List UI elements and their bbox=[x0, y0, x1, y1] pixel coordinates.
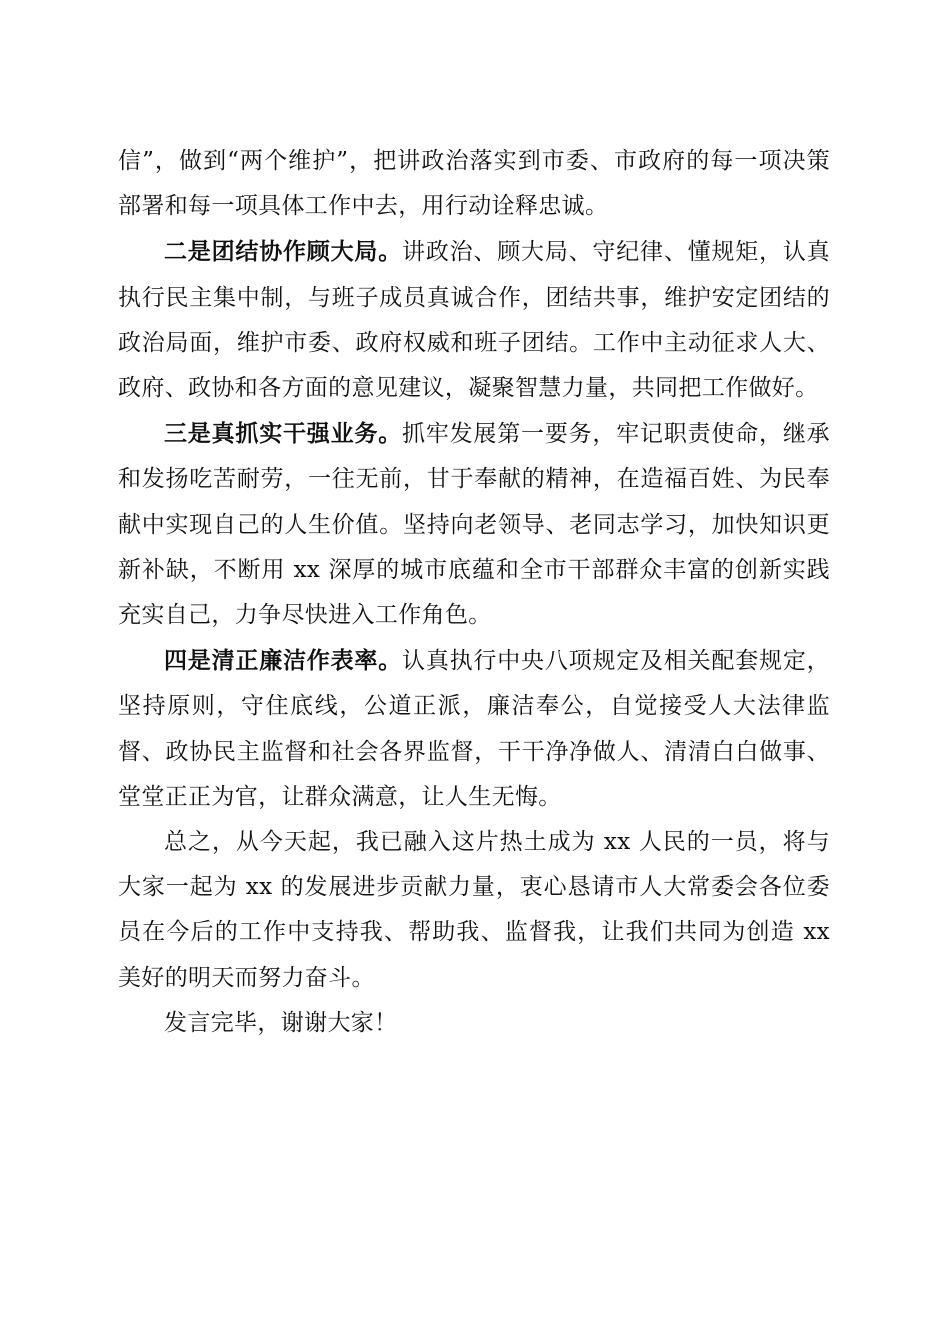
paragraph-continuation bbox=[118, 139, 830, 229]
paragraph-heading: 二是团结协作顾大局。 bbox=[164, 238, 403, 266]
paragraph-heading: 四是清正廉洁作表率。 bbox=[164, 647, 403, 675]
document-body bbox=[118, 139, 830, 1046]
paragraph-text: 认真执行中央八项规定及相关配套规定，坚持原则，守住底线，公道正派，廉洁奉公，自觉接受人大法律监督、政协民主监督和社会各界监督，干干净净做人、清清白白做事、堂堂正正为官，让群众满意，让人生无悔。 bbox=[118, 648, 830, 810]
paragraph-text: 信”，做到“两个维护”，把讲政治落实到市委、市政府的每一项决策部署和每一项具体工作中去，用行动诠释忠诚。 bbox=[118, 148, 830, 220]
paragraph-text: 讲政治、顾大局、守纪律、懂规矩，认真执行民主集中制，与班子成员真诚合作，团结共事，维护安定团结的政治局面，维护市委、政府权威和班子团结。工作中主动征求人大、政府、政协和各方面的意见建议，凝聚智慧力量，共同把工作做好。 bbox=[118, 239, 830, 402]
paragraph-unity bbox=[118, 229, 830, 411]
paragraph-text: 发言完毕，谢谢大家！ bbox=[164, 1009, 398, 1036]
paragraph-hard-work bbox=[118, 411, 830, 638]
paragraph-integrity bbox=[118, 638, 830, 820]
paragraph-text: 总之，从今天起，我已融入这片热土成为 xx 人民的一员，将与大家一起为 xx 的发展进步贡献力量，衷心恳请市人大常委会各位委员在今后的工作中支持我、帮助我、监督我，让我们共同为创造 xx 美好的明天而努力奋斗。 bbox=[118, 829, 830, 991]
paragraph-text: 抓牢发展第一要务，牢记职责使命，继承和发扬吃苦耐劳，一往无前，甘于奉献的精神，在造福百姓、为民奉献中实现自己的人生价值。坚持向老领导、老同志学习，加快知识更新补缺，不断用 xx 深厚的城市底蕴和全市干部群众丰富的创新实践充实自己，力争尽快进入工作角色。 bbox=[118, 421, 830, 629]
paragraph-closing bbox=[118, 1001, 830, 1046]
paragraph-conclusion bbox=[118, 820, 830, 1001]
paragraph-heading: 三是真抓实干强业务。 bbox=[164, 420, 403, 448]
